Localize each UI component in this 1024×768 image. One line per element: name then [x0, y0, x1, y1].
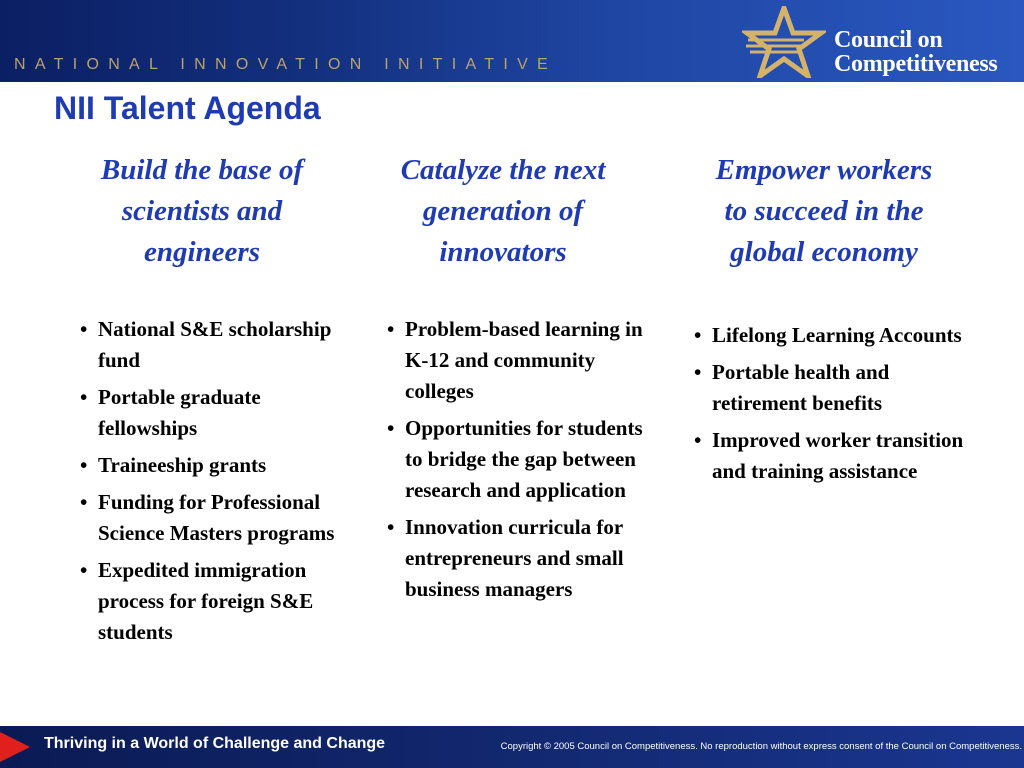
column-empower [676, 150, 972, 273]
list-item: • Innovation curricula for entrepreneurs and small business managers [383, 512, 645, 605]
list-item: • Portable graduate fellowships [76, 382, 338, 444]
list-item: • Improved worker transition and training assistance [690, 425, 980, 487]
heading-line: scientists and [121, 195, 283, 227]
heading-line: Empower workers [715, 154, 933, 186]
heading-line: Build the base of [100, 154, 304, 186]
column-build-base [68, 150, 336, 273]
bullet-list-catalyze [383, 314, 645, 611]
page-title: NII Talent Agenda [54, 90, 321, 126]
logo-line-1: Council on [834, 27, 943, 53]
footer-bar [0, 726, 1024, 768]
list-item: • Portable health and retirement benefits [690, 357, 980, 419]
heading-line: Catalyze the next [400, 154, 606, 186]
list-item: • Opportunities for students to bridge the gap between research and application [383, 413, 645, 506]
list-item: • National S&E scholarship fund [76, 314, 338, 376]
bullet-list-empower [690, 320, 980, 493]
list-item: • Lifelong Learning Accounts [690, 320, 980, 351]
list-item: • Expedited immigration process for foreign S&E students [76, 555, 338, 648]
arrow-icon [0, 726, 32, 768]
column-heading [372, 150, 634, 273]
list-item: • Funding for Professional Science Masters programs [76, 487, 338, 549]
heading-line: innovators [439, 236, 567, 268]
header-divider [0, 82, 1024, 86]
logo-line-2: Competitiveness [834, 51, 998, 77]
column-heading [676, 150, 972, 273]
footer-slogan: Thriving in a World of Challenge and Change [44, 735, 386, 752]
list-item: • Problem-based learning in K-12 and community colleges [383, 314, 645, 407]
column-heading [68, 150, 336, 273]
star-icon [742, 6, 826, 78]
bullet-list-build-base [76, 314, 338, 654]
heading-line: engineers [144, 236, 260, 268]
logo-wordmark [834, 28, 997, 76]
list-item: • Traineeship grants [76, 450, 338, 481]
header-banner [0, 0, 1024, 86]
initiative-label: NATIONAL INNOVATION INITIATIVE [14, 56, 558, 73]
column-catalyze [372, 150, 634, 273]
heading-line: to succeed in the [724, 195, 924, 227]
copyright-notice: Copyright © 2005 Council on Competitiveness. No reproduction without express consent of the Council on Competitiveness. [500, 741, 1022, 752]
heading-line: global economy [730, 236, 918, 268]
heading-line: generation of [422, 195, 584, 227]
